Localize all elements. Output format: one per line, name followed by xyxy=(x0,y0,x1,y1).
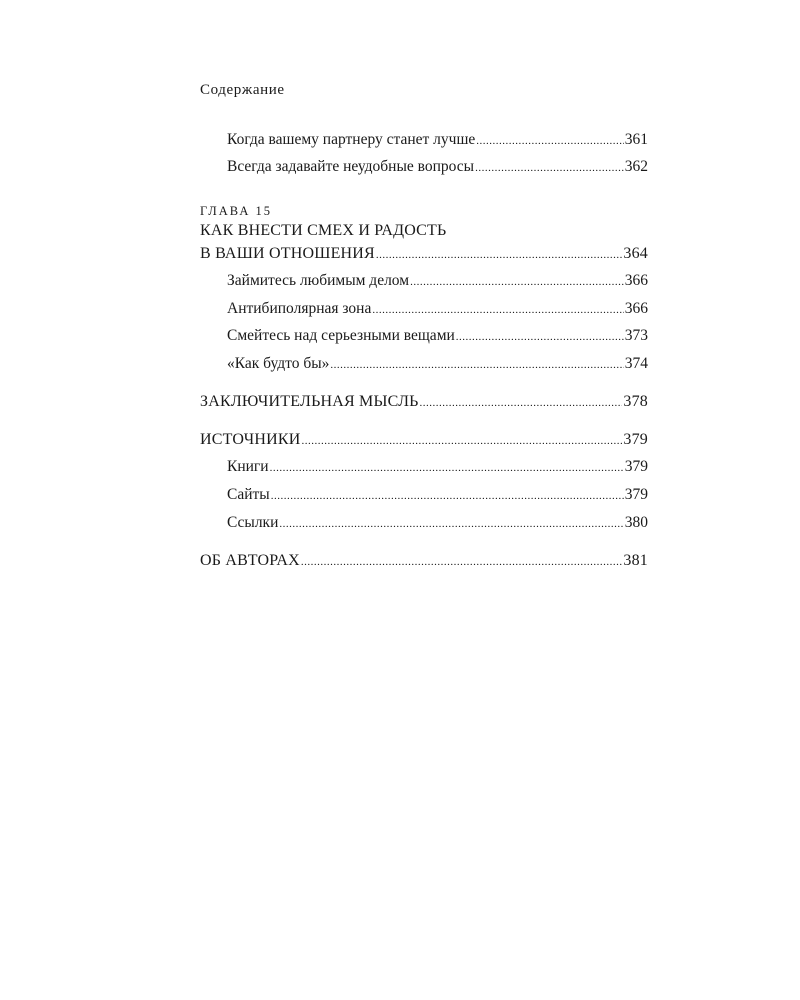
dot-leader xyxy=(475,163,624,174)
running-header: Содержание xyxy=(200,82,285,98)
toc-entry-title: Книги xyxy=(227,458,269,475)
toc-entry-title: «Как будто бы» xyxy=(227,355,330,372)
toc-entry-title: Всегда задавайте неудобные вопросы xyxy=(227,158,475,175)
toc-entry-page: 374 xyxy=(624,355,648,372)
dot-leader xyxy=(301,436,622,447)
dot-leader xyxy=(476,136,623,147)
dot-leader xyxy=(330,360,623,371)
toc-entry xyxy=(227,272,648,290)
dot-leader xyxy=(410,277,624,288)
toc-entry xyxy=(227,300,648,318)
toc-entry-page: 361 xyxy=(624,131,648,148)
toc-entry-title: Смейтесь над серьезными вещами xyxy=(227,327,455,344)
toc-entry-title: Антибиполярная зона xyxy=(227,300,372,317)
chapter-page: 364 xyxy=(623,245,648,262)
toc-entry-title: Когда вашему партнеру станет лучше xyxy=(227,131,476,148)
toc-entry-page: 379 xyxy=(624,486,648,503)
conclusion-page: 378 xyxy=(623,393,648,410)
toc-entry-title: Сайты xyxy=(227,486,270,503)
toc-entry xyxy=(227,131,648,149)
toc-entry-page: 379 xyxy=(624,458,648,475)
dot-leader xyxy=(420,398,623,409)
chapter-title-entry xyxy=(200,245,648,263)
toc-section-entry xyxy=(200,431,648,449)
dot-leader xyxy=(376,250,622,261)
toc-entry-page: 366 xyxy=(624,272,648,289)
toc-entry xyxy=(227,458,648,476)
dot-leader xyxy=(372,305,623,316)
sources-page: 379 xyxy=(623,431,648,448)
toc-section-entry xyxy=(200,552,648,570)
toc-entry-title: Займитесь любимым делом xyxy=(227,272,410,289)
authors-page: 381 xyxy=(623,552,648,569)
toc-entry-page: 366 xyxy=(624,300,648,317)
toc-entry xyxy=(227,327,648,345)
sources-title: ИСТОЧНИКИ xyxy=(200,431,301,448)
toc-entry xyxy=(227,514,648,532)
chapter-title-line2: В ВАШИ ОТНОШЕНИЯ xyxy=(200,245,375,262)
dot-leader xyxy=(279,519,623,530)
dot-leader xyxy=(301,557,623,568)
dot-leader xyxy=(456,332,624,343)
conclusion-title: ЗАКЛЮЧИТЕЛЬНАЯ МЫСЛЬ xyxy=(200,393,419,410)
toc-entry-title: Ссылки xyxy=(227,514,279,531)
dot-leader xyxy=(271,491,624,502)
toc-entry-page: 362 xyxy=(624,158,648,175)
chapter-label: ГЛАВА 15 xyxy=(200,204,272,218)
toc-entry-page: 373 xyxy=(624,327,648,344)
toc-entry-page: 380 xyxy=(624,514,648,531)
authors-title: ОБ АВТОРАХ xyxy=(200,552,300,569)
chapter-title-line1: КАК ВНЕСТИ СМЕХ И РАДОСТЬ xyxy=(200,222,447,239)
toc-entry xyxy=(227,355,648,373)
toc-entry xyxy=(227,158,648,176)
toc-section-entry xyxy=(200,393,648,411)
toc-entry xyxy=(227,486,648,504)
dot-leader xyxy=(270,463,624,474)
